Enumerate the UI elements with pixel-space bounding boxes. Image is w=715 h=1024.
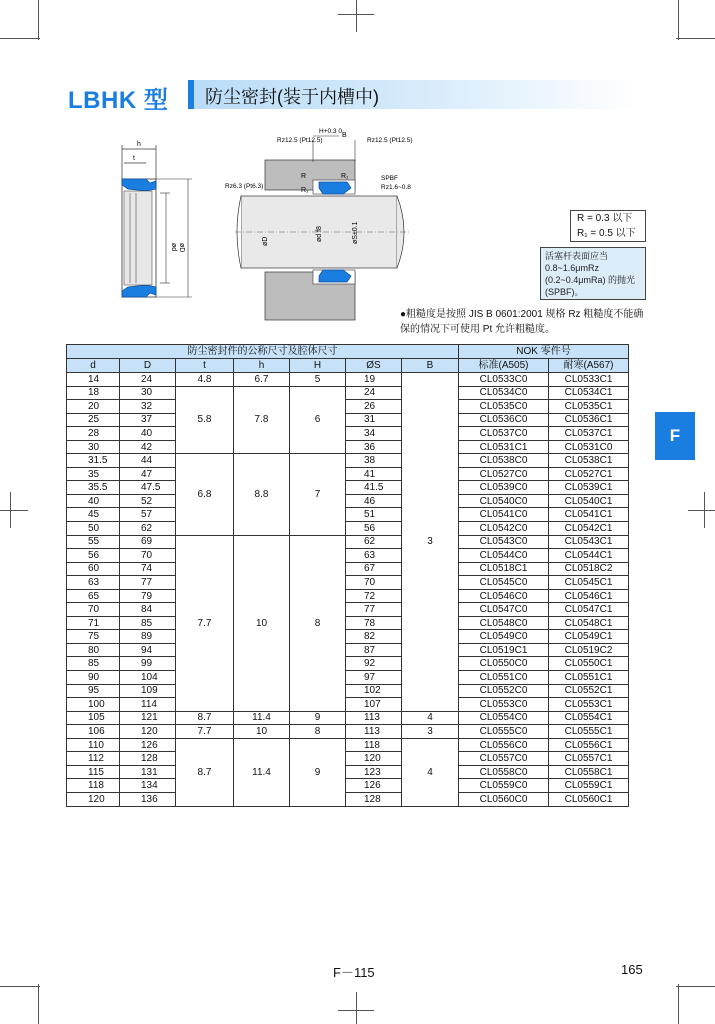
cell-S: 92 [346, 657, 402, 671]
cell-S: 31 [346, 413, 402, 427]
cell-standard-part: CL0544C0 [459, 549, 549, 563]
table-row [67, 440, 629, 454]
cell-S: 82 [346, 630, 402, 644]
cell-D: 84 [120, 603, 176, 617]
rz63-label: Rz6.3 (Pt6.3) [225, 183, 264, 190]
dim-D-label: øD [178, 243, 185, 253]
cell-S: 97 [346, 671, 402, 685]
cell-D: 32 [120, 400, 176, 414]
radius-r1: R₁ = 0.5 以下 [577, 228, 636, 239]
table-row [67, 508, 629, 522]
cell-t: 7.7 [176, 725, 234, 739]
cell-S: 24 [346, 386, 402, 400]
radius-spec-box [570, 210, 646, 242]
rz-top-left-label: Rz12.5 (Pt12.5) [277, 137, 323, 144]
cell-cold-part: CL0552C1 [549, 684, 629, 698]
cell-d: 35.5 [67, 481, 120, 495]
table-row [67, 467, 629, 481]
cell-h: 10 [234, 535, 290, 711]
cell-H: 5 [290, 373, 346, 387]
cell-standard-part: CL0540C0 [459, 494, 549, 508]
cell-S: 87 [346, 643, 402, 657]
cell-standard-part: CL0554C0 [459, 711, 549, 725]
dim-s-label: øS±0.1 [352, 221, 359, 244]
cell-standard-part: CL0538C0 [459, 454, 549, 468]
spbf-label: SPBF [381, 175, 398, 182]
cell-h: 7.8 [234, 386, 290, 454]
crop-mark [676, 38, 715, 39]
cell-B: 4 [402, 711, 459, 725]
table-row [67, 494, 629, 508]
cell-D: 134 [120, 779, 176, 793]
cell-standard-part: CL0531C1 [459, 440, 549, 454]
cell-cold-part: CL0527C1 [549, 467, 629, 481]
cell-cold-part: CL0531C0 [549, 440, 629, 454]
dim-D-label: øD [262, 236, 269, 246]
cell-cold-part: CL0534C1 [549, 386, 629, 400]
cell-S: 67 [346, 562, 402, 576]
r1-top-label: R₁ [341, 173, 349, 180]
cell-standard-part: CL0547C0 [459, 603, 549, 617]
cell-standard-part: CL0552C0 [459, 684, 549, 698]
cell-d: 71 [67, 616, 120, 630]
crop-mark [38, 984, 39, 1024]
cell-cold-part: CL0518C2 [549, 562, 629, 576]
table-row [67, 454, 629, 468]
table-row [67, 684, 629, 698]
cell-S: 126 [346, 779, 402, 793]
crop-mark [338, 14, 374, 15]
r-label: R [301, 173, 307, 180]
crop-mark [356, 0, 357, 32]
radius-r: R = 0.3 以下 [577, 213, 633, 224]
dim-h-label: h [137, 141, 141, 148]
cell-d: 31.5 [67, 454, 120, 468]
cell-D: 120 [120, 725, 176, 739]
cell-S: 41.5 [346, 481, 402, 495]
table-row [67, 630, 629, 644]
cell-cold-part: CL0536C1 [549, 413, 629, 427]
cell-D: 89 [120, 630, 176, 644]
cell-S: 62 [346, 535, 402, 549]
cell-cold-part: CL0555C1 [549, 725, 629, 739]
cell-standard-part: CL0539C0 [459, 481, 549, 495]
cell-standard-part: CL0550C0 [459, 657, 549, 671]
cell-h: 11.4 [234, 711, 290, 725]
cell-t: 8.7 [176, 711, 234, 725]
table-row [67, 616, 629, 630]
cell-cold-part: CL0519C2 [549, 643, 629, 657]
crop-mark [678, 984, 679, 1024]
cell-S: 78 [346, 616, 402, 630]
cell-S: 46 [346, 494, 402, 508]
cell-d: 105 [67, 711, 120, 725]
cell-h: 8.8 [234, 454, 290, 535]
cell-S: 63 [346, 549, 402, 563]
cell-d: 14 [67, 373, 120, 387]
cell-B: 4 [402, 738, 459, 806]
col-D: D [120, 359, 176, 373]
cell-standard-part: CL0556C0 [459, 738, 549, 752]
cell-S: 70 [346, 576, 402, 590]
cell-S: 120 [346, 752, 402, 766]
cell-B: 3 [402, 725, 459, 739]
cell-H: 9 [290, 711, 346, 725]
col-h: h [234, 359, 290, 373]
col-cold: 耐寒(A567) [549, 359, 629, 373]
cell-cold-part: CL0559C1 [549, 779, 629, 793]
cell-D: 42 [120, 440, 176, 454]
cell-standard-part: CL0558C0 [459, 765, 549, 779]
crop-mark [678, 0, 679, 40]
cell-standard-part: CL0548C0 [459, 616, 549, 630]
cell-t: 7.7 [176, 535, 234, 711]
cell-cold-part: CL0541C1 [549, 508, 629, 522]
col-S: ØS [346, 359, 402, 373]
cell-d: 85 [67, 657, 120, 671]
col-d: d [67, 359, 120, 373]
table-row [67, 698, 629, 712]
cell-D: 24 [120, 373, 176, 387]
table-row [67, 738, 629, 752]
cell-cold-part: CL0550C1 [549, 657, 629, 671]
cell-d: 55 [67, 535, 120, 549]
cell-d: 115 [67, 765, 120, 779]
cell-standard-part: CL0543C0 [459, 535, 549, 549]
cell-cold-part: CL0560C1 [549, 792, 629, 806]
table-row [67, 725, 629, 739]
cell-t: 5.8 [176, 386, 234, 454]
cell-D: 85 [120, 616, 176, 630]
cell-standard-part: CL0536C0 [459, 413, 549, 427]
cell-S: 102 [346, 684, 402, 698]
cell-d: 60 [67, 562, 120, 576]
cell-cold-part: CL0538C1 [549, 454, 629, 468]
cell-standard-part: CL0519C1 [459, 643, 549, 657]
rz-top-right-label: Rz12.5 (Pt12.5) [367, 137, 413, 144]
crop-mark [688, 510, 715, 511]
rz16-label: Rz1.6~0.8 [381, 184, 411, 191]
cell-d: 70 [67, 603, 120, 617]
cell-cold-part: CL0556C1 [549, 738, 629, 752]
cell-D: 74 [120, 562, 176, 576]
cell-cold-part: CL0540C1 [549, 494, 629, 508]
cell-D: 126 [120, 738, 176, 752]
rod-finish-note: 活塞杆表面应当0.8~1.6μmRz (0.2~0.4μmRa) 的抛光(SPBF)。 [540, 247, 646, 300]
cell-D: 40 [120, 427, 176, 441]
cell-S: 72 [346, 589, 402, 603]
cell-standard-part: CL0553C0 [459, 698, 549, 712]
cell-d: 95 [67, 684, 120, 698]
cell-cold-part: CL0557C1 [549, 752, 629, 766]
cell-D: 52 [120, 494, 176, 508]
r1-bottom-label: R₁ [301, 187, 309, 194]
model-name: LBHK 型 [68, 87, 169, 114]
cell-standard-part: CL0549C0 [459, 630, 549, 644]
cell-D: 69 [120, 535, 176, 549]
table-row [67, 671, 629, 685]
cell-cold-part: CL0543C1 [549, 535, 629, 549]
cell-d: 30 [67, 440, 120, 454]
crop-mark [0, 510, 28, 511]
table-row [67, 643, 629, 657]
cell-D: 131 [120, 765, 176, 779]
dim-H-label: H+0.3 0 [319, 128, 342, 135]
table-row [67, 752, 629, 766]
cell-standard-part: CL0559C0 [459, 779, 549, 793]
cell-cold-part: CL0548C1 [549, 616, 629, 630]
cell-d: 20 [67, 400, 120, 414]
cell-standard-part: CL0546C0 [459, 589, 549, 603]
crop-mark [356, 992, 357, 1024]
cell-D: 70 [120, 549, 176, 563]
cell-d: 120 [67, 792, 120, 806]
nok-group-header: NOK 零件号 [459, 345, 629, 359]
cell-t: 6.8 [176, 454, 234, 535]
cell-cold-part: CL0551C1 [549, 671, 629, 685]
cell-D: 44 [120, 454, 176, 468]
cell-H: 7 [290, 454, 346, 535]
table-row [67, 792, 629, 806]
cell-standard-part: CL0535C0 [459, 400, 549, 414]
cell-D: 104 [120, 671, 176, 685]
cell-S: 38 [346, 454, 402, 468]
cell-S: 51 [346, 508, 402, 522]
cell-cold-part: CL0544C1 [549, 549, 629, 563]
cell-standard-part: CL0555C0 [459, 725, 549, 739]
col-B: B [402, 359, 459, 373]
table-row [67, 373, 629, 387]
cell-standard-part: CL0542C0 [459, 522, 549, 536]
cell-h: 10 [234, 725, 290, 739]
cell-D: 136 [120, 792, 176, 806]
cell-S: 34 [346, 427, 402, 441]
cell-S: 123 [346, 765, 402, 779]
page-code: F－115 [333, 965, 375, 980]
cell-H: 9 [290, 738, 346, 806]
table-row [67, 657, 629, 671]
roughness-note: ●粗糙度是按照 JIS B 0601:2001 规格 Rz 粗糙度不能确保的情况下可使用 Pt 允许粗糙度。 [400, 309, 644, 335]
cell-standard-part: CL0551C0 [459, 671, 549, 685]
cell-cold-part: CL0533C1 [549, 373, 629, 387]
cell-S: 41 [346, 467, 402, 481]
page-title: 防尘密封(装于内槽中) [205, 87, 379, 107]
cell-S: 36 [346, 440, 402, 454]
table-row [67, 589, 629, 603]
col-H: H [290, 359, 346, 373]
cell-H: 8 [290, 725, 346, 739]
cell-S: 56 [346, 522, 402, 536]
col-t: t [176, 359, 234, 373]
cell-d: 56 [67, 549, 120, 563]
dim-df8-label: ød f8 [316, 226, 323, 242]
cell-B: 3 [402, 373, 459, 712]
cell-D: 128 [120, 752, 176, 766]
cell-standard-part: CL0545C0 [459, 576, 549, 590]
cell-S: 118 [346, 738, 402, 752]
page-number: 165 [621, 962, 643, 977]
cell-cold-part: CL0542C1 [549, 522, 629, 536]
table-row [67, 779, 629, 793]
cell-d: 80 [67, 643, 120, 657]
cell-D: 47.5 [120, 481, 176, 495]
table-row [67, 413, 629, 427]
table-row [67, 549, 629, 563]
nominal-group-header: 防尘密封件的公称尺寸及腔体尺寸 [67, 345, 459, 359]
table-row [67, 481, 629, 495]
table-row [67, 603, 629, 617]
cell-d: 110 [67, 738, 120, 752]
cell-d: 35 [67, 467, 120, 481]
cell-d: 40 [67, 494, 120, 508]
cell-t: 4.8 [176, 373, 234, 387]
cell-d: 63 [67, 576, 120, 590]
cell-D: 109 [120, 684, 176, 698]
cell-standard-part: CL0533C0 [459, 373, 549, 387]
cell-D: 94 [120, 643, 176, 657]
cell-S: 19 [346, 373, 402, 387]
cell-cold-part: CL0539C1 [549, 481, 629, 495]
cell-D: 79 [120, 589, 176, 603]
cell-d: 25 [67, 413, 120, 427]
table-row [67, 400, 629, 414]
cell-D: 62 [120, 522, 176, 536]
cell-h: 11.4 [234, 738, 290, 806]
cell-standard-part: CL0518C1 [459, 562, 549, 576]
cell-D: 30 [120, 386, 176, 400]
dim-B-label: B [342, 132, 347, 139]
cell-cold-part: CL0553C1 [549, 698, 629, 712]
cell-d: 90 [67, 671, 120, 685]
dim-t-label: t [133, 155, 135, 162]
table-row [67, 386, 629, 400]
cell-d: 28 [67, 427, 120, 441]
cell-S: 128 [346, 792, 402, 806]
cell-H: 6 [290, 386, 346, 454]
cell-cold-part: CL0545C1 [549, 576, 629, 590]
cell-S: 26 [346, 400, 402, 414]
dim-d-label: ød [170, 243, 177, 252]
cell-d: 50 [67, 522, 120, 536]
cell-d: 65 [67, 589, 120, 603]
cell-d: 45 [67, 508, 120, 522]
cell-d: 100 [67, 698, 120, 712]
cell-D: 114 [120, 698, 176, 712]
cell-standard-part: CL0560C0 [459, 792, 549, 806]
table-row [67, 765, 629, 779]
table-row [67, 427, 629, 441]
cell-cold-part: CL0546C1 [549, 589, 629, 603]
housing-installation-figure [215, 122, 415, 322]
cell-S: 113 [346, 725, 402, 739]
cell-standard-part: CL0537C0 [459, 427, 549, 441]
cell-cold-part: CL0547C1 [549, 603, 629, 617]
cell-standard-part: CL0527C0 [459, 467, 549, 481]
crop-mark [0, 38, 40, 39]
cell-cold-part: CL0537C1 [549, 427, 629, 441]
table-row [67, 711, 629, 725]
cell-t: 8.7 [176, 738, 234, 806]
cell-S: 107 [346, 698, 402, 712]
cell-standard-part: CL0534C0 [459, 386, 549, 400]
table-row [67, 522, 629, 536]
cell-D: 37 [120, 413, 176, 427]
cell-d: 75 [67, 630, 120, 644]
cell-D: 121 [120, 711, 176, 725]
cell-cold-part: CL0558C1 [549, 765, 629, 779]
crop-mark [38, 0, 39, 40]
cell-cold-part: CL0554C1 [549, 711, 629, 725]
dimension-table [66, 344, 629, 807]
cell-standard-part: CL0541C0 [459, 508, 549, 522]
cell-S: 77 [346, 603, 402, 617]
cell-h: 6.7 [234, 373, 290, 387]
cell-D: 57 [120, 508, 176, 522]
cell-standard-part: CL0557C0 [459, 752, 549, 766]
col-standard: 标准(A505) [459, 359, 549, 373]
table-row [67, 562, 629, 576]
cell-d: 106 [67, 725, 120, 739]
cell-D: 99 [120, 657, 176, 671]
cell-d: 118 [67, 779, 120, 793]
cell-S: 113 [346, 711, 402, 725]
table-row [67, 535, 629, 549]
crop-mark [676, 986, 715, 987]
cell-D: 47 [120, 467, 176, 481]
cell-cold-part: CL0549C1 [549, 630, 629, 644]
seal-cross-section-figure [100, 135, 210, 310]
section-tab[interactable]: F [655, 412, 695, 460]
crop-mark [0, 986, 40, 987]
cell-d: 112 [67, 752, 120, 766]
cell-cold-part: CL0535C1 [549, 400, 629, 414]
cell-H: 8 [290, 535, 346, 711]
cell-D: 77 [120, 576, 176, 590]
table-row [67, 576, 629, 590]
crop-mark [338, 1010, 374, 1011]
cell-d: 18 [67, 386, 120, 400]
